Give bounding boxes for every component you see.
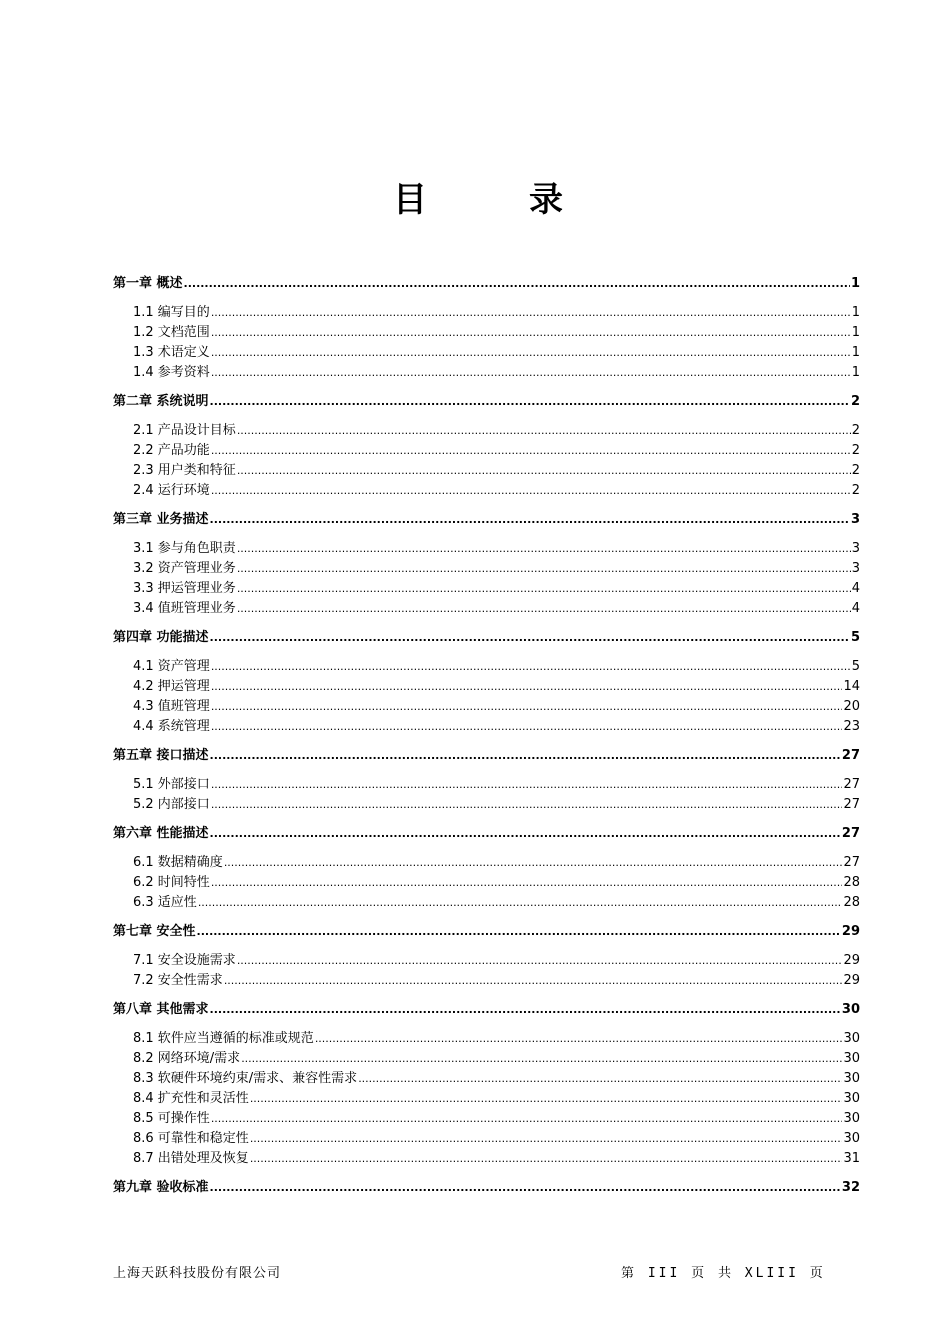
toc-entry-label: 5.1 外部接口 (133, 777, 210, 792)
page-footer (113, 1262, 860, 1282)
toc-entry-label: 3.3 押运管理业务 (133, 581, 236, 596)
toc-entry-label: 8.5 可操作性 (133, 1111, 210, 1126)
toc-chapter-entry[interactable] (113, 274, 860, 294)
toc-leader-dots (358, 1069, 842, 1089)
toc-leader-dots (237, 539, 851, 559)
toc-leader-dots (237, 579, 851, 599)
toc-entry-label: 5.2 内部接口 (133, 797, 210, 812)
toc-entry-page-number: 31 (843, 1151, 860, 1166)
toc-entry-page-number: 29 (843, 973, 860, 988)
toc-entry-page-number: 4 (851, 601, 860, 616)
toc-entry-label: 1.4 参考资料 (133, 365, 210, 380)
page-title: 目 录 (393, 180, 597, 220)
toc-section-entry[interactable] (113, 323, 860, 343)
toc-section-entry[interactable] (113, 441, 860, 461)
toc-leader-dots (237, 951, 843, 971)
toc-section-entry[interactable] (113, 1149, 860, 1169)
toc-entry-page-number: 2 (851, 423, 860, 438)
toc-leader-dots (250, 1089, 843, 1109)
toc-entry-label: 2.1 产品设计目标 (133, 423, 236, 438)
toc-section-entry[interactable] (113, 717, 860, 737)
toc-section-entry[interactable] (113, 421, 860, 441)
toc-entry-page-number: 29 (843, 953, 860, 968)
toc-entry-page-number: 30 (843, 1131, 860, 1146)
toc-entry-label: 8.6 可靠性和稳定性 (133, 1131, 249, 1146)
toc-entry-label: 第六章 性能描述 (113, 826, 209, 841)
toc-entry-page-number: 23 (843, 719, 860, 734)
toc-entry-page-number: 1 (850, 276, 860, 291)
toc-leader-dots (210, 392, 850, 412)
toc-entry-page-number: 27 (843, 777, 860, 792)
toc-section-entry[interactable] (113, 1049, 860, 1069)
toc-entry-label: 1.3 术语定义 (133, 345, 210, 360)
toc-entry-page-number: 20 (843, 699, 860, 714)
toc-section-entry[interactable] (113, 1069, 860, 1089)
toc-entry-page-number: 1 (851, 305, 860, 320)
toc-entry-label: 8.1 软件应当遵循的标准或规范 (133, 1031, 314, 1046)
toc-entry-label: 6.2 时间特性 (133, 875, 210, 890)
toc-section-entry[interactable] (113, 853, 860, 873)
toc-entry-label: 第四章 功能描述 (113, 630, 209, 645)
toc-leader-dots (184, 274, 850, 294)
toc-section-entry[interactable] (113, 1109, 860, 1129)
toc-section-entry[interactable] (113, 559, 860, 579)
toc-section-entry[interactable] (113, 795, 860, 815)
toc-leader-dots (250, 1129, 843, 1149)
toc-entry-page-number: 14 (843, 679, 860, 694)
toc-leader-dots (211, 657, 851, 677)
footer-company: 上海天跃科技股份有限公司 (113, 1266, 282, 1281)
toc-leader-dots (211, 795, 843, 815)
toc-section-entry[interactable] (113, 1089, 860, 1109)
toc-entry-page-number: 3 (850, 512, 860, 527)
toc-entry-label: 8.2 网络环境/需求 (133, 1051, 241, 1066)
toc-chapter-entry[interactable] (113, 1178, 860, 1198)
toc-chapter-entry[interactable] (113, 1000, 860, 1020)
toc-leader-dots (237, 421, 851, 441)
toc-entry-page-number: 30 (843, 1031, 860, 1046)
toc-leader-dots (210, 1000, 841, 1020)
toc-entry-label: 4.4 系统管理 (133, 719, 210, 734)
toc-chapter-entry[interactable] (113, 510, 860, 530)
toc-leader-dots (237, 559, 851, 579)
toc-chapter-entry[interactable] (113, 392, 860, 412)
toc-section-entry[interactable] (113, 873, 860, 893)
toc-leader-dots (198, 893, 843, 913)
toc-section-entry[interactable] (113, 677, 860, 697)
toc-entry-label: 8.4 扩充性和灵活性 (133, 1091, 249, 1106)
toc-entry-label: 7.2 安全性需求 (133, 973, 223, 988)
toc-leader-dots (211, 481, 851, 501)
toc-entry-page-number: 27 (841, 748, 860, 763)
toc-entry-label: 第一章 概述 (113, 276, 183, 291)
toc-entry-page-number: 5 (850, 630, 860, 645)
toc-leader-dots (211, 363, 851, 383)
toc-entry-page-number: 28 (843, 895, 860, 910)
toc-entry-page-number: 30 (843, 1071, 860, 1086)
toc-entry-label: 2.3 用户类和特征 (133, 463, 236, 478)
toc-leader-dots (237, 599, 851, 619)
toc-entry-label: 4.3 值班管理 (133, 699, 210, 714)
toc-entry-label: 8.7 出错处理及恢复 (133, 1151, 249, 1166)
toc-section-entry[interactable] (113, 951, 860, 971)
toc-entry-label: 7.1 安全设施需求 (133, 953, 236, 968)
toc-leader-dots (211, 1109, 843, 1129)
toc-leader-dots (211, 303, 851, 323)
toc-leader-dots (210, 628, 850, 648)
toc-section-entry[interactable] (113, 343, 860, 363)
toc-section-entry[interactable] (113, 481, 860, 501)
toc-entry-page-number: 28 (843, 875, 860, 890)
toc-leader-dots (211, 441, 851, 461)
toc-entry-page-number: 4 (851, 581, 860, 596)
toc-section-entry[interactable] (113, 775, 860, 795)
toc-section-entry[interactable] (113, 697, 860, 717)
toc-entry-page-number: 30 (843, 1091, 860, 1106)
toc-entry-label: 2.2 产品功能 (133, 443, 210, 458)
toc-entry-page-number: 1 (851, 365, 860, 380)
toc-leader-dots (211, 873, 843, 893)
toc-leader-dots (224, 971, 843, 991)
toc-entry-page-number: 32 (841, 1180, 860, 1195)
toc-entry-label: 6.1 数据精确度 (133, 855, 223, 870)
toc-leader-dots (211, 697, 843, 717)
toc-entry-page-number: 27 (843, 855, 860, 870)
toc-entry-page-number: 27 (841, 826, 860, 841)
table-of-contents (113, 270, 860, 1207)
toc-entry-label: 8.3 软硬件环境约束/需求、兼容性需求 (133, 1071, 358, 1086)
toc-leader-dots (210, 510, 850, 530)
toc-entry-label: 第九章 验收标准 (113, 1180, 209, 1195)
toc-entry-label: 3.1 参与角色职责 (133, 541, 236, 556)
toc-section-entry[interactable] (113, 657, 860, 677)
toc-section-entry[interactable] (113, 579, 860, 599)
toc-chapter-entry[interactable] (113, 922, 860, 942)
toc-section-entry[interactable] (113, 1129, 860, 1149)
toc-leader-dots (315, 1029, 843, 1049)
toc-entry-page-number: 1 (851, 345, 860, 360)
toc-entry-page-number: 30 (843, 1111, 860, 1126)
toc-entry-label: 第五章 接口描述 (113, 748, 209, 763)
toc-entry-label: 3.2 资产管理业务 (133, 561, 236, 576)
toc-entry-page-number: 27 (843, 797, 860, 812)
toc-entry-page-number: 30 (841, 1002, 860, 1017)
toc-entry-page-number: 2 (850, 394, 860, 409)
toc-entry-page-number: 2 (851, 463, 860, 478)
toc-entry-page-number: 29 (841, 924, 860, 939)
toc-entry-label: 1.2 文档范围 (133, 325, 210, 340)
toc-section-entry[interactable] (113, 363, 860, 383)
toc-entry-page-number: 1 (851, 325, 860, 340)
toc-section-entry[interactable] (113, 893, 860, 913)
toc-section-entry[interactable] (113, 461, 860, 481)
toc-leader-dots (241, 1049, 842, 1069)
toc-leader-dots (237, 461, 851, 481)
toc-entry-label: 2.4 运行环境 (133, 483, 210, 498)
toc-leader-dots (211, 323, 851, 343)
toc-chapter-entry[interactable] (113, 824, 860, 844)
toc-entry-page-number: 5 (851, 659, 860, 674)
toc-section-entry[interactable] (113, 303, 860, 323)
toc-entry-label: 3.4 值班管理业务 (133, 601, 236, 616)
toc-leader-dots (211, 775, 843, 795)
toc-leader-dots (211, 677, 843, 697)
toc-entry-page-number: 3 (851, 541, 860, 556)
toc-entry-label: 4.1 资产管理 (133, 659, 210, 674)
toc-section-entry[interactable] (113, 539, 860, 559)
toc-entry-label: 第三章 业务描述 (113, 512, 209, 527)
toc-entry-page-number: 2 (851, 443, 860, 458)
toc-entry-page-number: 30 (843, 1051, 860, 1066)
footer-page-number: 第 III 页 共 XLIII 页 (621, 1266, 826, 1281)
toc-entry-label: 4.2 押运管理 (133, 679, 210, 694)
toc-entry-label: 第七章 安全性 (113, 924, 196, 939)
toc-leader-dots (250, 1149, 843, 1169)
toc-entry-label: 第八章 其他需求 (113, 1002, 209, 1017)
toc-leader-dots (197, 922, 841, 942)
toc-leader-dots (211, 717, 843, 737)
toc-entry-page-number: 2 (851, 483, 860, 498)
toc-entry-page-number: 3 (851, 561, 860, 576)
toc-entry-label: 第二章 系统说明 (113, 394, 209, 409)
toc-entry-label: 1.1 编写目的 (133, 305, 210, 320)
toc-leader-dots (210, 746, 841, 766)
toc-section-entry[interactable] (113, 599, 860, 619)
toc-section-entry[interactable] (113, 1029, 860, 1049)
toc-leader-dots (210, 824, 841, 844)
toc-leader-dots (210, 1178, 841, 1198)
toc-entry-label: 6.3 适应性 (133, 895, 197, 910)
toc-chapter-entry[interactable] (113, 628, 860, 648)
toc-section-entry[interactable] (113, 971, 860, 991)
toc-leader-dots (224, 853, 843, 873)
toc-leader-dots (211, 343, 851, 363)
toc-chapter-entry[interactable] (113, 746, 860, 766)
